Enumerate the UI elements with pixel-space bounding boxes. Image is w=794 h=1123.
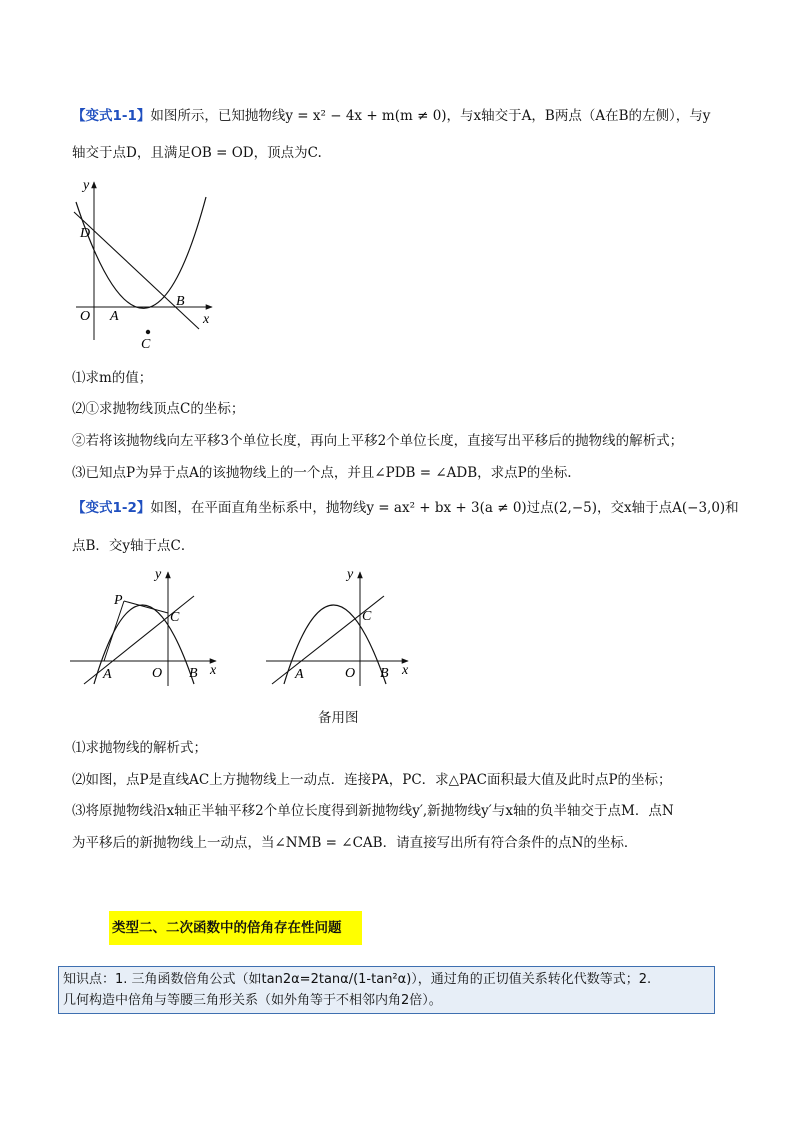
fig3-label-a: A [295, 667, 304, 682]
knowledge-line-2: 几何构造中倍角与等腰三角形关系（如外角等于不相邻内角2倍）。 [63, 993, 442, 1008]
figure-2-parabola [66, 566, 226, 688]
fig3-label-c: C [362, 609, 372, 624]
fig1-label-b: B [176, 294, 185, 309]
fig2-label-c: C [170, 610, 180, 625]
v11-question-2a: ⑵①求抛物线顶点C的坐标； [72, 401, 245, 417]
variant-1-1-line1 [72, 106, 710, 126]
fig2-segment-pa [104, 601, 124, 661]
v11-question-3: ⑶已知点P为异于点A的该抛物线上的一个点，并且∠PDB = ∠ADB，求点P的坐标. [72, 465, 572, 481]
variant-1-2-line1 [72, 498, 739, 518]
fig2-label-b: B [189, 666, 198, 681]
fig2-label-o: O [152, 666, 163, 681]
fig2-label-p: P [114, 593, 123, 608]
knowledge-box [58, 966, 715, 1014]
variant-1-1-text1: 如图所示，已知抛物线y = x² − 4x + m(m ≠ 0)，与x轴交于A，B两点（A在B的左侧），与y [150, 108, 711, 124]
v11-question-2b: ②若将该抛物线向左平移3个单位长度，再向上平移2个单位长度，直接写出平移后的抛物线的解析式； [72, 433, 684, 449]
fig1-label-d: D [80, 226, 91, 241]
v12-question-1: ⑴求抛物线的解析式； [72, 740, 207, 756]
fig3-label-y: y [347, 567, 354, 582]
variant-1-2-tag: 【变式1-2】 [72, 500, 151, 516]
fig1-label-x: x [203, 312, 210, 327]
fig3-label-x: x [402, 663, 409, 678]
fig2-label-a: A [103, 667, 112, 682]
fig2-segment-pc [124, 601, 168, 613]
v12-question-2: ⑵如图，点P是直线AC上方抛物线上一动点．连接PA，PC．求△PAC面积最大值及此时点P的坐标； [72, 772, 672, 788]
variant-1-2-text1: 如图，在平面直角坐标系中，抛物线y = ax² + bx + 3(a ≠ 0)过点(2,−5)，交x轴于点A(−3,0)和 [150, 500, 739, 516]
figure-3-spare [262, 566, 422, 688]
figure-1-parabola [66, 172, 226, 354]
fig3-label-o: O [345, 666, 356, 681]
variant-1-2-line2: 点B．交y轴于点C． [72, 538, 195, 554]
section-heading: 类型二、二次函数中的倍角存在性问题 [109, 911, 362, 945]
fig1-vertex-dot [146, 330, 150, 334]
v12-question-3b: 为平移后的新抛物线上一动点，当∠NMB = ∠CAB．请直接写出所有符合条件的点N的坐标． [72, 835, 638, 851]
fig1-parabola-curve [76, 197, 206, 308]
fig1-label-a: A [110, 309, 119, 324]
fig3-label-b: B [380, 666, 389, 681]
fig2-label-y: y [155, 567, 162, 582]
fig1-label-y: y [83, 178, 90, 193]
fig1-label-o: O [80, 309, 91, 324]
v11-question-1: ⑴求m的值； [72, 370, 153, 386]
variant-1-1-line2: 轴交于点D，且满足OB = OD，顶点为C. [72, 145, 322, 161]
variant-1-1-tag: 【变式1-1】 [72, 108, 151, 124]
v12-question-3a: ⑶将原抛物线沿x轴正半轴平移2个单位长度得到新抛物线y′,新抛物线y′与x轴的负半轴交于点M．点N [72, 803, 674, 819]
fig2-label-x: x [210, 663, 217, 678]
fig1-label-c: C [141, 337, 151, 352]
figure-3-caption: 备用图 [318, 710, 359, 726]
knowledge-line-1: 知识点：1. 三角函数倍角公式（如tan2α=2tanα/(1-tan²α)），通过角的正切值关系转化代数等式；2. [63, 972, 652, 987]
